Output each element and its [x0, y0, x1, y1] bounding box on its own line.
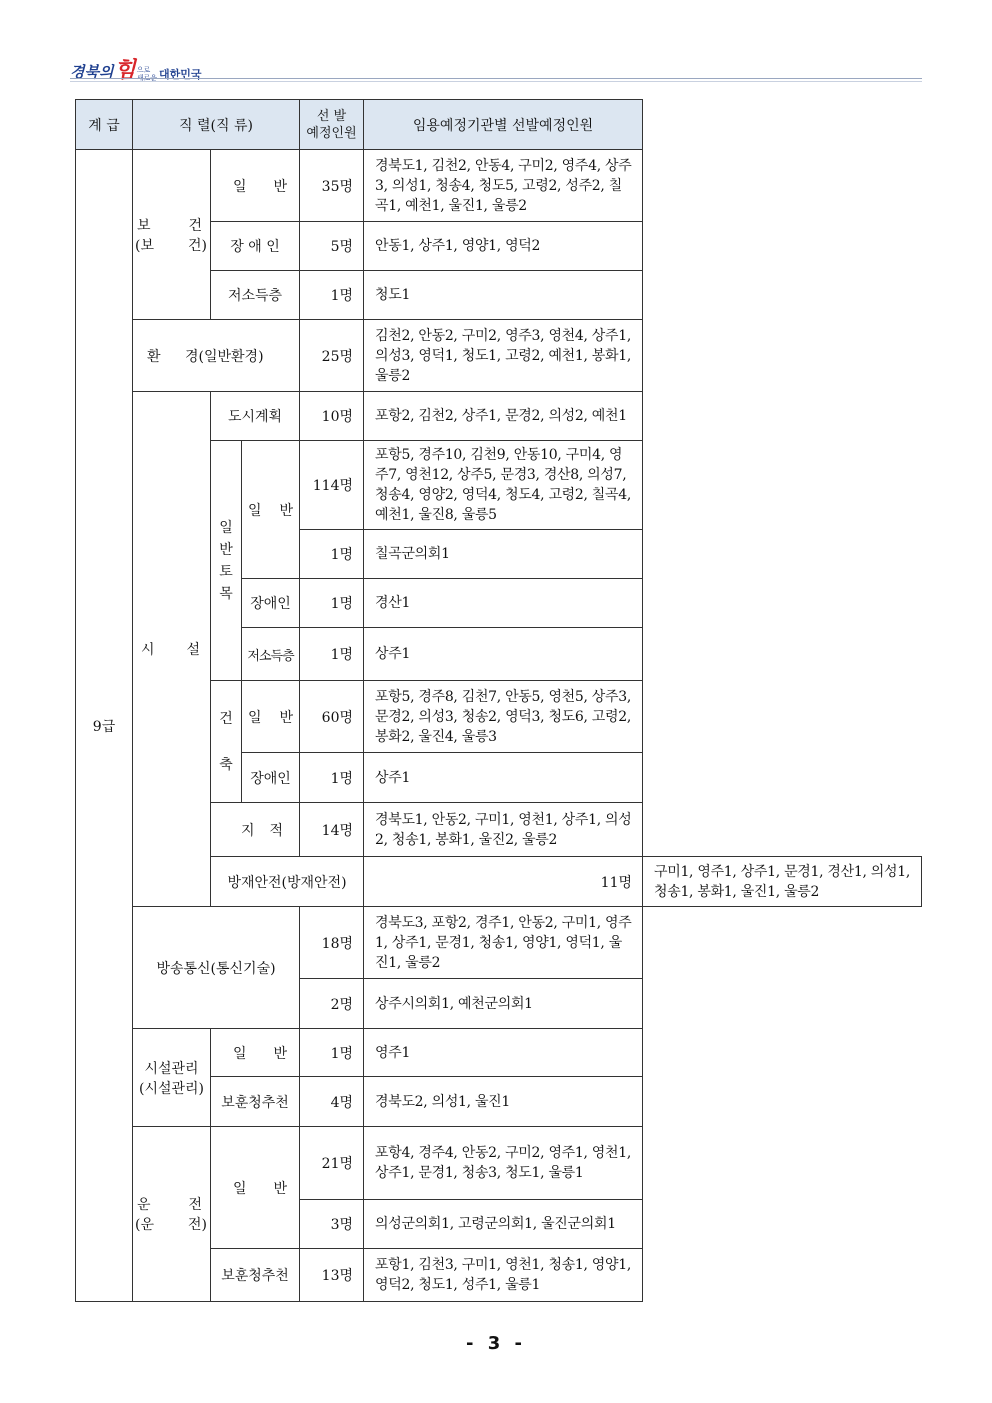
- distribution-cell: 상주1: [364, 753, 643, 803]
- count-cell: 35명: [300, 150, 364, 222]
- label-text: 목: [219, 585, 233, 602]
- distribution-cell: 포항5, 경주10, 김천9, 안동10, 구미4, 영주7, 영천12, 상주5, 문경3, 경산8, 의성7, 청송4, 영양2, 영덕4, 청도4, 고령2, 칠곡4, 예천1, 울진8, 울릉5: [364, 441, 643, 530]
- subsub-jangaein: 장애인: [242, 753, 300, 803]
- header-count-line2: 예정인원: [306, 125, 357, 141]
- label-text: 일: [219, 519, 233, 536]
- subjob-jijeok: [211, 803, 300, 857]
- label-text: 건: [188, 217, 202, 234]
- label-pair: [211, 820, 299, 840]
- job-bangjae: 방재안전(방재안전): [211, 857, 364, 907]
- subjob-tomok: [211, 441, 242, 681]
- count-cell: 13명: [300, 1249, 364, 1302]
- header-job: 직 렬(직 류): [133, 100, 300, 150]
- job-bangsong: 방송통신(통신기술): [133, 907, 300, 1029]
- subjob-ilban: [211, 1127, 300, 1249]
- label-text: 건): [188, 237, 207, 254]
- label-text: 시: [141, 642, 155, 658]
- label-text: 전): [188, 1217, 207, 1233]
- logo-text-1: 경북의: [70, 63, 114, 81]
- label-text: (운: [135, 1217, 154, 1233]
- count-cell: 1명: [300, 271, 364, 320]
- label-pair: [133, 346, 299, 366]
- label-text: 반: [279, 709, 294, 726]
- label-text: 시설관리: [144, 1060, 199, 1077]
- label-text: 보: [137, 217, 151, 234]
- label-text: 전: [188, 1197, 202, 1213]
- label-text: 반: [273, 178, 288, 195]
- distribution-cell: 구미1, 영주1, 상주1, 문경1, 경산1, 의성1, 청송1, 봉화1, 울진1, 울릉2: [643, 857, 922, 907]
- header-grade: 계 급: [76, 100, 133, 150]
- tomok-vertical: [211, 517, 241, 605]
- bogeon-line1: [133, 215, 210, 235]
- label-text: (보: [135, 237, 154, 254]
- distribution-cell: 청도1: [364, 271, 643, 320]
- subsub-jeoso: 저소득층: [242, 628, 300, 681]
- label-pair: [211, 1043, 299, 1063]
- count-cell: 1명: [300, 628, 364, 681]
- page-number: - 3 -: [466, 1333, 526, 1354]
- distribution-cell: 포항2, 김천2, 상주1, 문경2, 의성2, 예천1: [364, 392, 643, 441]
- count-cell: 10명: [300, 392, 364, 441]
- logo-text-3: 대한민국: [159, 68, 202, 81]
- distribution-cell: 안동1, 상주1, 영양1, 영덕2: [364, 222, 643, 271]
- logo-small-2: 새로운: [136, 74, 158, 82]
- distribution-cell: 포항4, 경주4, 안동2, 구미2, 영주1, 영천1, 상주1, 문경1, 청송3, 청도1, 울릉1: [364, 1127, 643, 1200]
- distribution-cell: 상주시의회1, 예천군의회1: [364, 979, 643, 1029]
- subjob-geonchuk: [211, 681, 242, 803]
- count-cell: 4명: [300, 1077, 364, 1127]
- count-cell: 5명: [300, 222, 364, 271]
- table-row: [76, 1127, 922, 1200]
- logo-text-2: 힘: [114, 58, 136, 83]
- label-text: 축: [219, 756, 233, 773]
- header-distribution: 임용예정기관별 선발예정인원: [364, 100, 643, 150]
- label-pair: [242, 500, 299, 520]
- distribution-cell: 경북도3, 포항2, 경주1, 안동2, 구미1, 영주1, 상주1, 문경1, 청송1, 영양1, 영덕1, 울진1, 울릉2: [364, 907, 643, 979]
- unjeon-line1: [133, 1194, 210, 1214]
- distribution-cell: 김천2, 안동2, 구미2, 영주3, 영천4, 상주1, 의성3, 영덕1, 청도1, 고령2, 예천1, 봉화1, 울릉2: [364, 320, 643, 392]
- logo-small-text: [137, 66, 157, 82]
- label-text: 반: [273, 1180, 288, 1197]
- label-pair: [211, 176, 299, 196]
- label-pair: [242, 707, 299, 727]
- subjob-jeoso: 저소득층: [211, 271, 300, 320]
- header-count: [300, 100, 364, 150]
- distribution-cell: 경북도1, 안동2, 구미1, 영천1, 상주1, 의성2, 청송1, 봉화1, 울진2, 울릉2: [364, 803, 643, 857]
- label-text: 일: [233, 1045, 247, 1062]
- subjob-bohun: 보훈청추천: [211, 1077, 300, 1127]
- label-text: 경(일반환경): [185, 348, 264, 365]
- count-cell: 60명: [300, 681, 364, 753]
- subjob-ilban: [211, 150, 300, 222]
- unjeon-line2: [133, 1214, 210, 1234]
- label-text: 토: [219, 563, 233, 580]
- subjob-dosi: 도시계획: [211, 392, 300, 441]
- job-sisulgwanri: [133, 1029, 211, 1127]
- job-hwangyeong: [133, 320, 300, 392]
- subsub-ilban: [242, 441, 300, 579]
- count-cell: 14명: [300, 803, 364, 857]
- header-rule: [70, 78, 922, 79]
- count-cell: 1명: [300, 753, 364, 803]
- label-text: 건: [219, 710, 233, 727]
- header-count-line1: 선 발: [316, 108, 347, 124]
- geonchuk-vertical: [211, 696, 241, 788]
- table-row: [76, 392, 922, 441]
- header-rule-secondary: [70, 81, 922, 82]
- table-row: [76, 907, 922, 979]
- recruitment-table: [75, 99, 922, 1302]
- label-text: 지: [241, 822, 255, 839]
- subsub-ilban: [242, 681, 300, 753]
- table-row: [76, 150, 922, 222]
- label-text: 일: [233, 178, 247, 195]
- count-cell: 3명: [300, 1200, 364, 1249]
- subsub-jangaein: 장애인: [242, 579, 300, 628]
- table-header-row: [76, 100, 922, 150]
- distribution-cell: 경북도2, 의성1, 울진1: [364, 1077, 643, 1127]
- label-pair: [211, 1178, 299, 1198]
- table-row: [76, 320, 922, 392]
- count-cell: 1명: [300, 530, 364, 579]
- count-cell: 21명: [300, 1127, 364, 1200]
- count-cell: 11명: [364, 857, 643, 907]
- count-cell: 2명: [300, 979, 364, 1029]
- distribution-cell: 경북도1, 김천2, 안동4, 구미2, 영주4, 상주3, 의성1, 청송4, 청도5, 고령2, 성주2, 칠곡1, 예천1, 울진1, 울릉2: [364, 150, 643, 222]
- count-cell: 18명: [300, 907, 364, 979]
- job-sisul: [133, 392, 211, 907]
- label-text: 일: [248, 502, 262, 519]
- table-row: [76, 1029, 922, 1077]
- distribution-cell: 포항1, 김천3, 구미1, 영천1, 청송1, 영양1, 영덕2, 청도1, 성주1, 울릉1: [364, 1249, 643, 1302]
- subjob-bohun: 보훈청추천: [211, 1249, 300, 1302]
- label-text: (시설관리): [138, 1080, 205, 1097]
- count-cell: 1명: [300, 1029, 364, 1077]
- label-text: 적: [269, 822, 284, 839]
- label-text: 운: [137, 1197, 151, 1213]
- label-text: 환: [147, 348, 161, 365]
- label-pair: [133, 639, 210, 659]
- distribution-cell: 칠곡군의회1: [364, 530, 643, 579]
- label-text: 반: [219, 541, 233, 558]
- label-text: 반: [273, 1045, 288, 1062]
- distribution-cell: 의성군의회1, 고령군의회1, 울진군의회1: [364, 1200, 643, 1249]
- distribution-cell: 포항5, 경주8, 김천7, 안동5, 영천5, 상주3, 문경2, 의성3, 청송2, 영덕3, 청도6, 고령2, 봉화2, 울진4, 울릉3: [364, 681, 643, 753]
- subjob-ilban: [211, 1029, 300, 1077]
- label-text: 반: [279, 502, 294, 519]
- bogeon-line2: [133, 235, 210, 255]
- job-bogeon: [133, 150, 211, 320]
- distribution-cell: 상주1: [364, 628, 643, 681]
- distribution-cell: 영주1: [364, 1029, 643, 1077]
- subjob-jangaein: 장 애 인: [211, 222, 300, 271]
- logo-small-1: 으로: [136, 66, 151, 74]
- job-unjeon: [133, 1127, 211, 1302]
- count-cell: 1명: [300, 579, 364, 628]
- label-text: 설: [186, 642, 200, 658]
- label-text: 일: [233, 1180, 247, 1197]
- count-cell: 25명: [300, 320, 364, 392]
- count-cell: 114명: [300, 441, 364, 530]
- grade-cell: 9급: [76, 150, 133, 1302]
- distribution-cell: 경산1: [364, 579, 643, 628]
- label-text: 일: [248, 709, 262, 726]
